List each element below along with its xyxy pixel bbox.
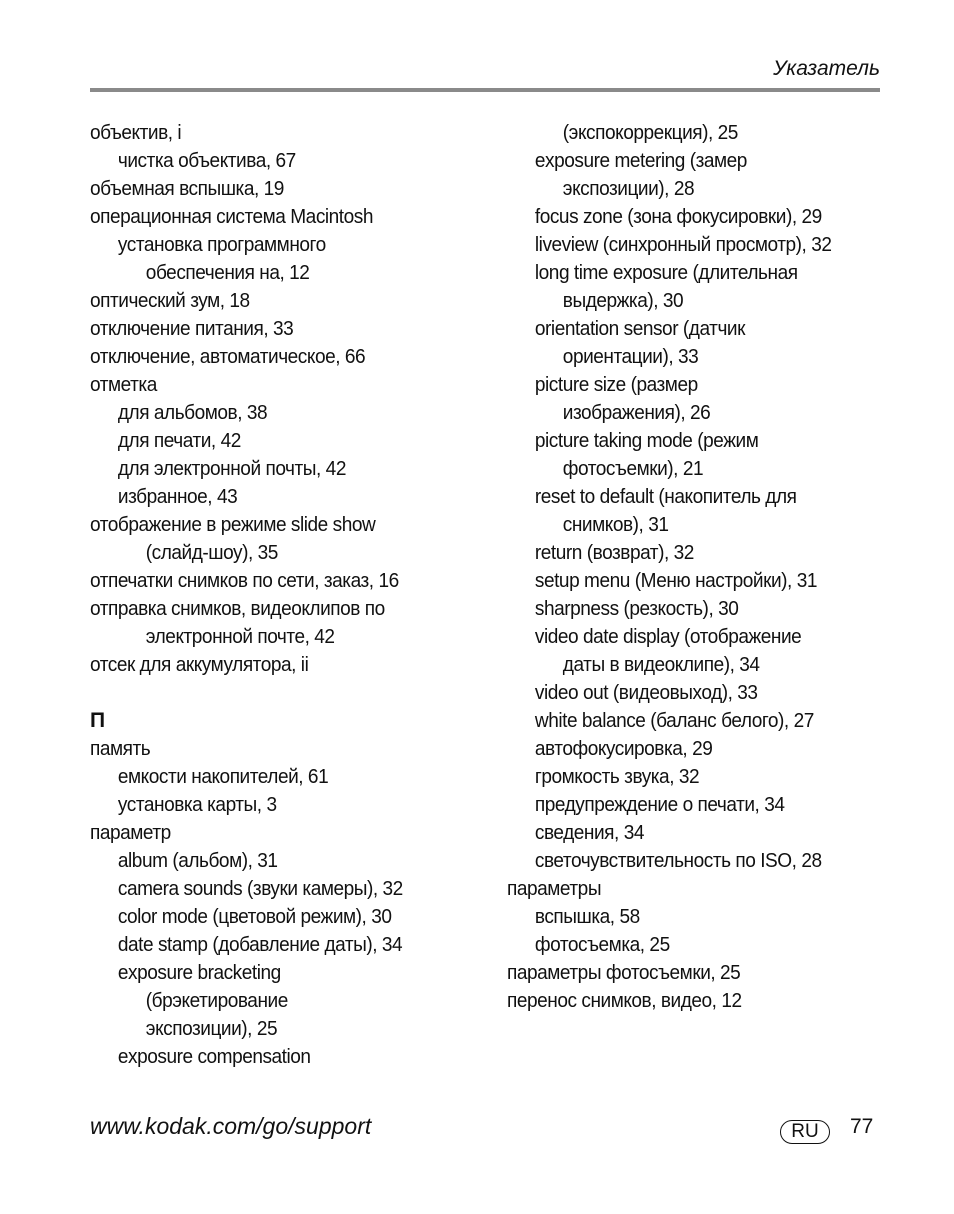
index-entry: отпечатки снимков по сети, заказ, 16 — [90, 569, 399, 592]
index-entry: отключение, автоматическое, 66 — [90, 345, 366, 368]
index-letter-heading: П — [90, 709, 106, 732]
index-subentry: снимков), 31 — [562, 513, 669, 536]
index-subentry: для печати, 42 — [117, 429, 241, 452]
index-subentry: exposure bracketing — [117, 961, 281, 984]
index-subentry: reset to default (накопитель для — [534, 485, 797, 508]
index-entry: объектив, i — [90, 121, 182, 144]
index-entry: отображение в режиме slide show — [90, 513, 376, 536]
index-subentry: exposure metering (замер — [534, 149, 747, 172]
index-subentry: color mode (цветовой режим), 30 — [117, 905, 392, 928]
header-title: Указатель — [773, 57, 880, 80]
index-subentry: camera sounds (звуки камеры), 32 — [117, 877, 403, 900]
index-subentry: album (альбом), 31 — [117, 849, 278, 872]
index-subentry: выдержка), 30 — [562, 289, 684, 312]
index-subentry: (экспокоррекция), 25 — [562, 121, 738, 144]
index-subentry: video date display (отображение — [534, 625, 802, 648]
index-subentry: автофокусировка, 29 — [534, 737, 713, 760]
language-badge: RU — [780, 1120, 830, 1144]
index-subentry: чистка объектива, 67 — [117, 149, 296, 172]
index-subentry: return (возврат), 32 — [534, 541, 694, 564]
index-entry: параметры — [507, 877, 602, 900]
index-subentry: white balance (баланс белого), 27 — [534, 709, 814, 732]
index-subentry: exposure compensation — [117, 1045, 311, 1068]
index-subentry: электронной почте, 42 — [145, 625, 335, 648]
index-subentry: фотосъемки), 21 — [562, 457, 704, 480]
index-subentry: емкости накопителей, 61 — [117, 765, 329, 788]
index-subentry: установка программного — [117, 233, 326, 256]
index-subentry: избранное, 43 — [117, 485, 238, 508]
header-rule — [90, 88, 880, 92]
index-subentry: long time exposure (длительная — [534, 261, 798, 284]
index-subentry: громкость звука, 32 — [534, 765, 700, 788]
index-subentry: date stamp (добавление даты), 34 — [117, 933, 403, 956]
index-subentry: изображения), 26 — [562, 401, 711, 424]
index-subentry: предупреждение о печати, 34 — [534, 793, 785, 816]
index-column-left — [90, 119, 510, 1071]
index-subentry: liveview (синхронный просмотр), 32 — [534, 233, 832, 256]
index-entry: оптический зум, 18 — [90, 289, 250, 312]
index-subentry: orientation sensor (датчик — [534, 317, 745, 340]
index-entry: отметка — [90, 373, 157, 396]
index-subentry: установка карты, 3 — [117, 793, 277, 816]
index-subentry: video out (видеовыход), 33 — [534, 681, 758, 704]
index-entry: объемная вспышка, 19 — [90, 177, 284, 200]
index-entry: отправка снимков, видеоклипов по — [90, 597, 385, 620]
index-subentry: (брэкетирование — [145, 989, 288, 1012]
index-entry: отсек для аккумулятора, ii — [90, 653, 309, 676]
index-entry: отключение питания, 33 — [90, 317, 294, 340]
index-entry: память — [90, 737, 151, 760]
index-subentry: sharpness (резкость), 30 — [534, 597, 739, 620]
page-number: 77 — [850, 1115, 874, 1138]
index-subentry: для электронной почты, 42 — [117, 457, 346, 480]
index-subentry: даты в видеоклипе), 34 — [562, 653, 760, 676]
footer-url: www.kodak.com/go/support — [90, 1113, 372, 1139]
index-entry: параметр — [90, 821, 171, 844]
index-entry: перенос снимков, видео, 12 — [507, 989, 742, 1012]
index-entry: операционная система Macintosh — [90, 205, 373, 228]
index-subentry: setup menu (Меню настройки), 31 — [534, 569, 817, 592]
index-subentry: сведения, 34 — [534, 821, 644, 844]
index-spacer — [90, 679, 510, 707]
index-subentry: фотосъемка, 25 — [534, 933, 670, 956]
index-subentry: focus zone (зона фокусировки), 29 — [534, 205, 822, 228]
index-subentry: обеспечения на, 12 — [145, 261, 310, 284]
index-subentry: для альбомов, 38 — [117, 401, 268, 424]
index-subentry: (слайд-шоу), 35 — [145, 541, 278, 564]
index-entry: параметры фотосъемки, 25 — [507, 961, 741, 984]
index-subentry: picture size (размер — [534, 373, 698, 396]
index-subentry: экспозиции), 25 — [145, 1017, 278, 1040]
index-subentry: picture taking mode (режим — [534, 429, 759, 452]
index-subentry: ориентации), 33 — [562, 345, 699, 368]
index-subentry: вспышка, 58 — [534, 905, 640, 928]
index-subentry: светочувствительность по ISO, 28 — [534, 849, 822, 872]
index-subentry: экспозиции), 28 — [562, 177, 695, 200]
index-column-right — [507, 119, 907, 1015]
